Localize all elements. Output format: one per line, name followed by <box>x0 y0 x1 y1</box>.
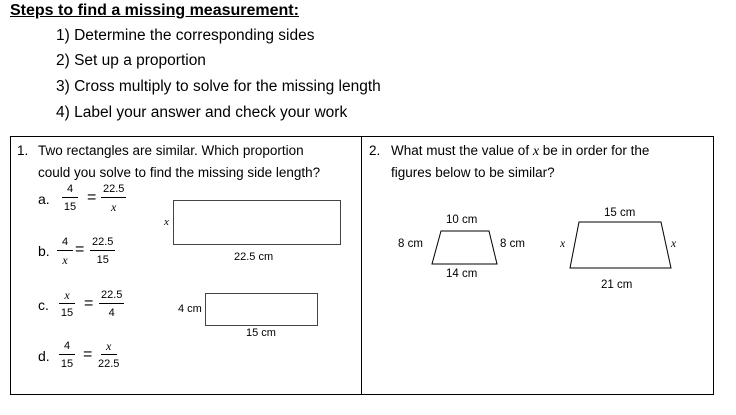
small-trap-right-label: 8 cm <box>500 238 525 250</box>
large-trap-left-label: x <box>560 238 566 250</box>
numerator: 22.5 <box>90 236 115 251</box>
numerator: 4 <box>57 236 73 251</box>
large-trap-right-label: x <box>671 238 677 250</box>
large-rect-bottom-label: 22.5 cm <box>234 251 274 263</box>
denominator: 15 <box>60 358 74 370</box>
equals-sign: = <box>75 241 85 258</box>
denominator: 22.5 <box>98 358 120 370</box>
denominator: 15 <box>96 254 109 266</box>
step-4: 4) Label your answer and check your work <box>56 104 348 121</box>
large-rect-side-label: x <box>164 216 169 228</box>
step-1: 1) Determine the corresponding sides <box>56 27 315 44</box>
numerator: 22.5 <box>99 289 124 304</box>
numerator: 4 <box>62 183 78 198</box>
q2-prompt-pre: What must the value of <box>391 143 533 158</box>
step-2: 2) Set up a proportion <box>56 52 206 69</box>
q1-prompt-line1: Two rectangles are similar. Which proportion <box>38 143 304 158</box>
large-trap-bottom-label: 21 cm <box>601 279 633 291</box>
denominator: 15 <box>60 307 74 319</box>
equals-sign: = <box>84 295 94 312</box>
equals-sign: = <box>87 189 97 206</box>
q1-number: 1. <box>17 143 29 158</box>
q2-prompt-variable: x <box>532 144 540 159</box>
q2-prompt-post: be in order for the <box>539 143 650 158</box>
steps-heading: Steps to find a missing measurement: <box>10 2 299 19</box>
step-3: 3) Cross multiply to solve for the missing length <box>56 78 381 95</box>
denominator: 4 <box>108 307 115 319</box>
large-trap-top-label: 15 cm <box>604 207 636 219</box>
q2-number: 2. <box>369 143 381 158</box>
numerator: 4 <box>59 340 75 355</box>
denominator: 15 <box>63 201 77 213</box>
small-trap-bottom-label: 14 cm <box>446 268 478 280</box>
q2-prompt-line2: figures below to be similar? <box>391 165 555 180</box>
small-rect-side-label: 4 cm <box>178 303 202 315</box>
small-trap-top-label: 10 cm <box>446 214 478 226</box>
option-label: a. <box>38 191 50 207</box>
numerator: x <box>101 340 117 355</box>
option-label: d. <box>38 348 50 364</box>
numerator: x <box>59 289 75 304</box>
denominator: x <box>62 253 68 267</box>
small-trap-left-label: 8 cm <box>398 238 423 250</box>
denominator: x <box>111 200 117 214</box>
equals-sign: = <box>83 346 93 363</box>
option-label: b. <box>38 243 50 259</box>
small-rect-bottom-label: 15 cm <box>246 327 276 339</box>
q1-prompt-line2: could you solve to find the missing side length? <box>38 165 321 180</box>
numerator: 22.5 <box>101 183 126 198</box>
option-label: c. <box>38 297 49 313</box>
